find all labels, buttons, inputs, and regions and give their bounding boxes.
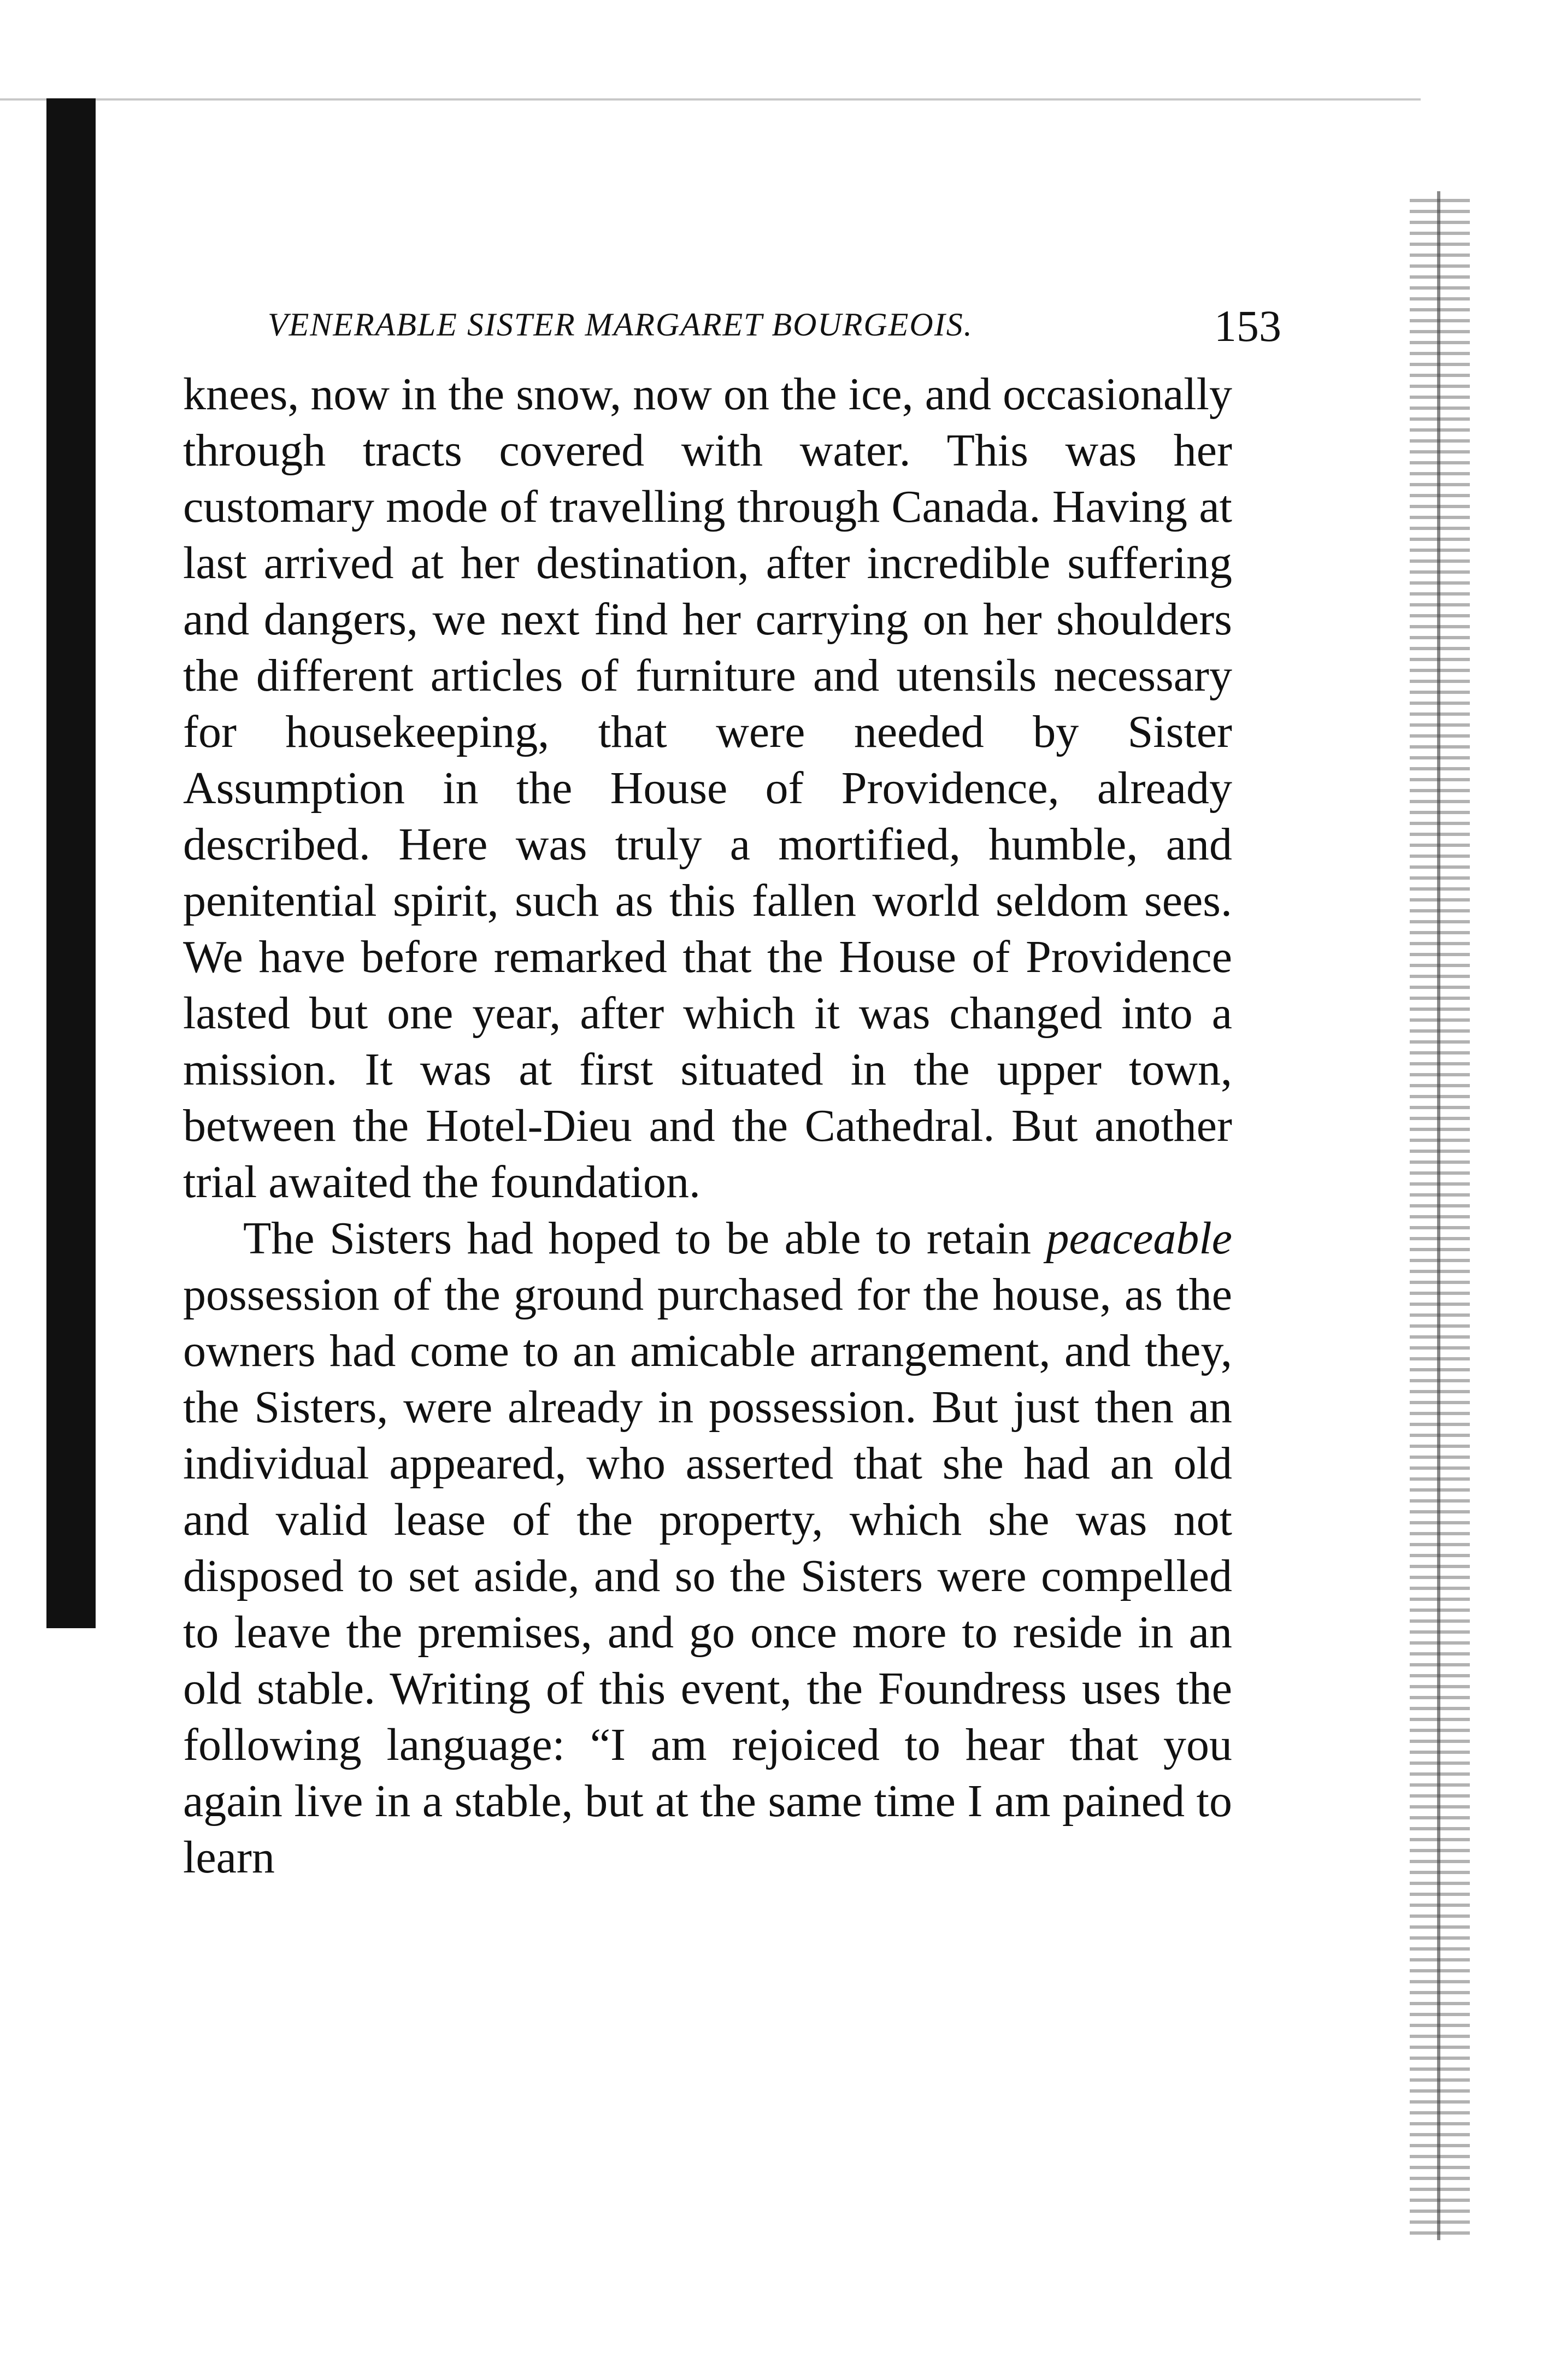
paragraph-1: knees, now in the snow, now on the ice, and occasionally through tracts covered with water. This was her customary mode of travelling through Canada. Having at last arrived at her destination, after incredible suffering and dangers, we next find her carrying on her shoulders the different articles of furniture and utensils necessary for housekeeping, that were needed by Sister Assumption in the House of Providence, already described. Here was truly a mortified, humble, and penitential spirit, such as this fallen world seldom sees. We have before remarked that the House of Providence lasted but one year, after which it was changed into a mission. It was at first situated in the upper town, between the Hotel-Dieu and the Cathedral. But another trial awaited the foundation. (183, 369, 1232, 1207)
book-page (183, 273, 1281, 1886)
running-title: VENERABLE SISTER MARGARET BOURGEOIS. (268, 307, 973, 343)
running-head (183, 273, 1281, 366)
scan-edge-right-line (1437, 191, 1440, 2240)
page-number: 153 (1214, 301, 1281, 351)
paragraph-2-after: possession of the ground purchased for the house, as the owners had come to an amicable arrangement, and they, the Sisters, were already in possession. But just then an individual appeared, who asserted that she had an old and valid lease of the property, which she was not disposed to set aside, and so the Sisters were compelled to leave the premises, and go once more to reside in an old stable. Writing of this event, the Foundress uses the following language: “I am rejoiced to hear that you again live in a stable, but at the same time I am pained to learn (183, 1269, 1232, 1883)
paragraph-2 (183, 1210, 1232, 1886)
scan-edge-top (0, 98, 1421, 101)
body-text (183, 366, 1232, 1886)
paragraph-2-before: The Sisters had hoped to be able to retain (243, 1213, 1046, 1264)
paragraph-2-emphasis: peaceable (1046, 1213, 1232, 1264)
scan-edge-left (46, 98, 96, 1628)
